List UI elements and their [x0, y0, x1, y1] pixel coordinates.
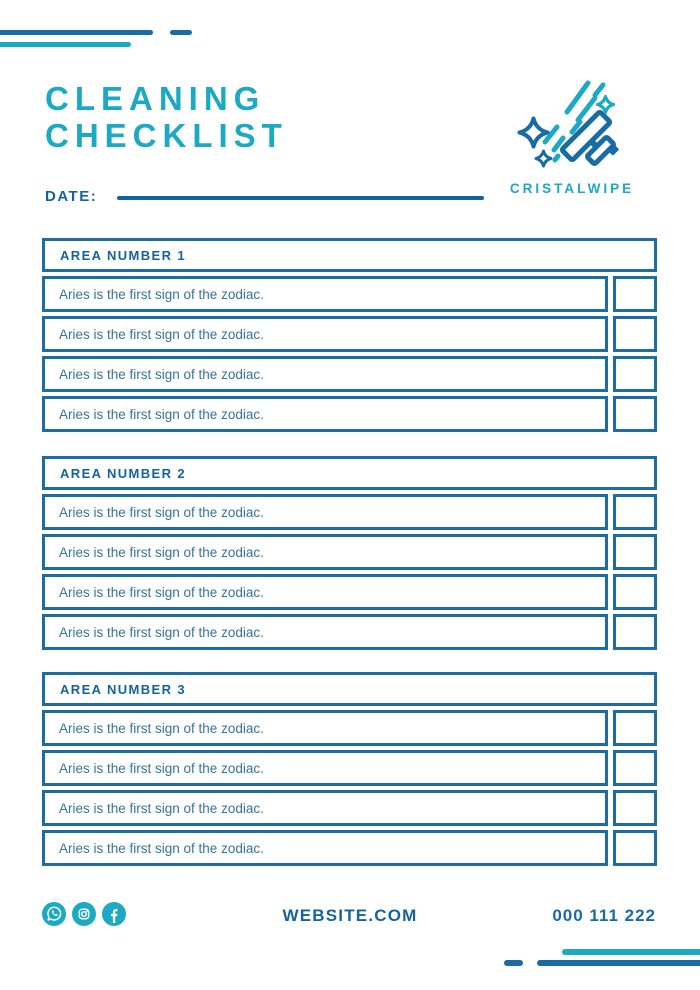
website-text: WEBSITE.COM — [282, 906, 418, 925]
checklist-row — [42, 356, 657, 392]
checkbox-cell[interactable] — [613, 316, 657, 352]
checklist-section-area-1 — [42, 238, 657, 432]
section-title: AREA NUMBER 2 — [42, 456, 657, 490]
checklist-section-area-3 — [42, 672, 657, 866]
checklist-row — [42, 750, 657, 786]
section-title: AREA NUMBER 1 — [42, 238, 657, 272]
checkbox-cell[interactable] — [613, 710, 657, 746]
checkbox-cell[interactable] — [613, 534, 657, 570]
checkbox-cell[interactable] — [613, 614, 657, 650]
checklist-row — [42, 790, 657, 826]
date-fill-in-line — [117, 196, 484, 200]
bottom-decorative-line-teal — [562, 949, 700, 955]
checklist-row — [42, 396, 657, 432]
brand-name: CRISTALWIPE — [509, 181, 635, 196]
checkbox-cell[interactable] — [613, 750, 657, 786]
task-text: Aries is the first sign of the zodiac. — [42, 396, 608, 432]
checklist-row — [42, 276, 657, 312]
checklist-row — [42, 494, 657, 530]
checkbox-cell[interactable] — [613, 494, 657, 530]
task-text: Aries is the first sign of the zodiac. — [42, 534, 608, 570]
squeegee-logo-icon — [502, 80, 632, 176]
checkbox-cell[interactable] — [613, 396, 657, 432]
phone-number: 000 111 222 — [552, 906, 656, 925]
sparkle-small-blue — [536, 151, 551, 166]
task-text: Aries is the first sign of the zodiac. — [42, 790, 608, 826]
task-text: Aries is the first sign of the zodiac. — [42, 614, 608, 650]
task-text: Aries is the first sign of the zodiac. — [42, 574, 608, 610]
checkbox-cell[interactable] — [613, 356, 657, 392]
top-decorative-line-teal — [0, 42, 131, 47]
task-text: Aries is the first sign of the zodiac. — [42, 276, 608, 312]
checklist-row — [42, 316, 657, 352]
checklist-row — [42, 830, 657, 866]
task-text: Aries is the first sign of the zodiac. — [42, 316, 608, 352]
checklist-row — [42, 574, 657, 610]
bottom-decorative-dash — [504, 960, 523, 966]
page-title-line2: CHECKLIST — [45, 117, 288, 154]
page-title — [45, 80, 288, 154]
bottom-decorative-line-dark — [537, 960, 700, 966]
task-text: Aries is the first sign of the zodiac. — [42, 750, 608, 786]
checklist-row — [42, 534, 657, 570]
checkbox-cell[interactable] — [613, 830, 657, 866]
section-title: AREA NUMBER 3 — [42, 672, 657, 706]
checklist-row — [42, 710, 657, 746]
checkbox-cell[interactable] — [613, 574, 657, 610]
date-label: DATE: — [45, 188, 98, 205]
top-decorative-line-dark — [0, 30, 153, 35]
task-text: Aries is the first sign of the zodiac. — [42, 494, 608, 530]
task-text: Aries is the first sign of the zodiac. — [42, 710, 608, 746]
top-decorative-dash — [170, 30, 192, 35]
checklist-section-area-2 — [42, 456, 657, 650]
page-title-line1: CLEANING — [45, 80, 266, 117]
task-text: Aries is the first sign of the zodiac. — [42, 830, 608, 866]
checklist-row — [42, 614, 657, 650]
checkbox-cell[interactable] — [613, 276, 657, 312]
task-text: Aries is the first sign of the zodiac. — [42, 356, 608, 392]
checkbox-cell[interactable] — [613, 790, 657, 826]
